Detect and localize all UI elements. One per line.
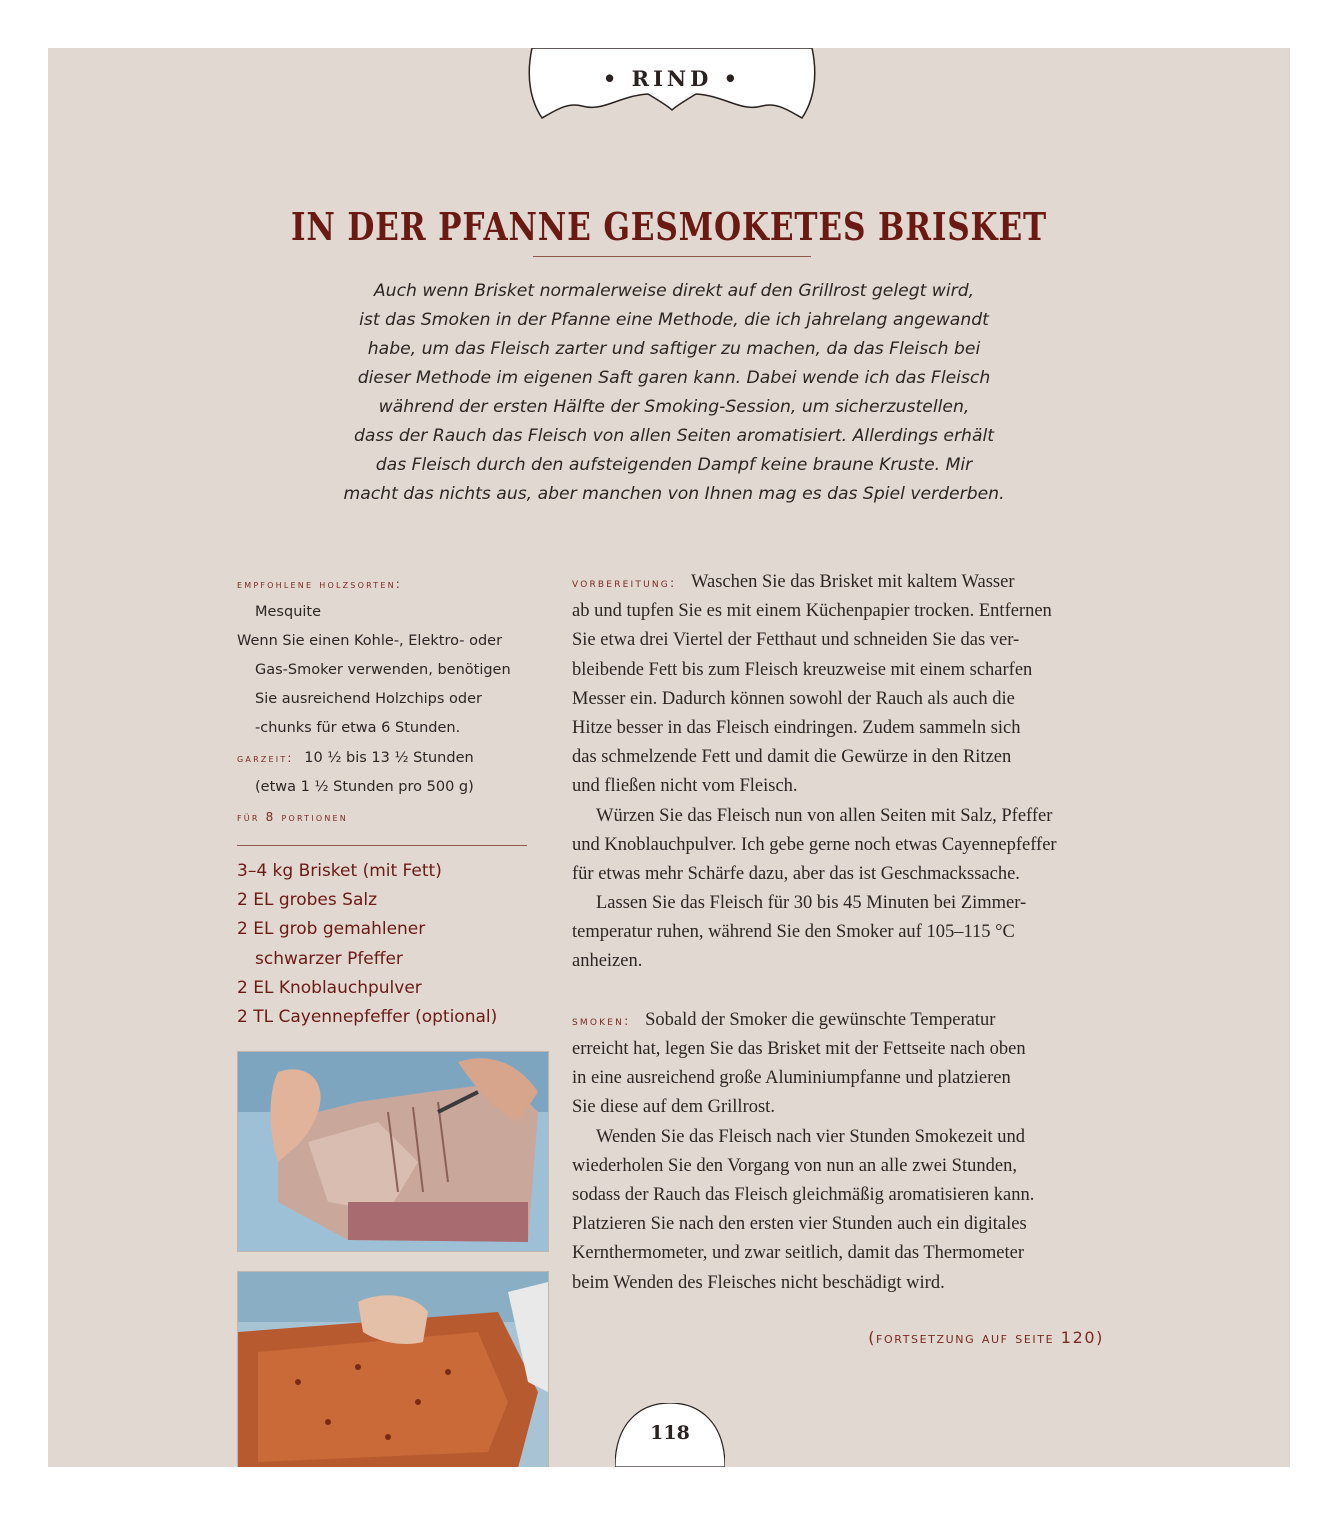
prep-line: Messer ein. Dadurch können sowohl der Rauch als auch die <box>572 688 1015 709</box>
prep-label: vorbereitung: <box>572 575 677 590</box>
prep-line: anheizen. <box>572 951 643 972</box>
smoke-line: beim Wenden des Fleisches nicht beschädigt wird. <box>572 1272 945 1293</box>
wood-line: Gas-Smoker verwenden, benötigen <box>255 662 511 678</box>
smoke-line: wiederholen Sie den Vorgang von nun an alle zwei Stunden, <box>572 1155 1017 1176</box>
book-page <box>48 48 1290 1467</box>
smoke-line: Platzieren Sie nach den ersten vier Stunden auch ein digitales <box>572 1214 1027 1235</box>
wood-line: -chunks für etwa 6 Stunden. <box>255 720 461 736</box>
intro-line: ist das Smoken in der Pfanne eine Methode, die ich jahrelang angewandt <box>359 310 989 330</box>
continuation-note: (fortsetzung auf seite 120) <box>868 1328 1104 1347</box>
spacer <box>572 977 1108 1006</box>
intro-line: dass der Rauch das Fleisch von allen Seiten aromatisiert. Allerdings erhält <box>354 426 994 446</box>
intro-line: habe, um das Fleisch zarter und saftiger zu machen, da das Fleisch bei <box>367 339 981 359</box>
intro-line: Auch wenn Brisket normalerweise direkt auf den Grillrost gelegt wird, <box>373 281 975 301</box>
ingredient-item: 2 EL grobes Salz <box>237 890 378 910</box>
prep-line: und Knoblauchpulver. Ich gebe gerne noch etwas Cayennepfeffer <box>572 834 1057 855</box>
smoke-line: Sie diese auf dem Grillrost. <box>572 1097 775 1118</box>
smoke-line: Wenden Sie das Fleisch nach vier Stunden Smokezeit und <box>596 1126 1026 1147</box>
instructions <box>572 568 1108 1298</box>
prep-line: Würzen Sie das Fleisch nun von allen Seiten mit Salz, Pfeffer <box>596 805 1053 826</box>
smoke-line: in eine ausreichend große Aluminiumpfanne und platzieren <box>572 1068 1011 1089</box>
prep-line: ab und tupfen Sie es mit einem Küchenpapier trocken. Entfernen <box>572 601 1052 622</box>
recipe-title: IN DER PFANNE GESMOKETES BRISKET <box>290 204 1048 249</box>
wood-line: Mesquite <box>255 604 322 620</box>
title-divider <box>533 256 811 257</box>
prep-line: Hitze besser in das Fleisch eindringen. Zudem sammeln sich <box>572 717 1021 738</box>
intro-line: während der ersten Hälfte der Smoking-Session, um sicherzustellen, <box>378 397 970 417</box>
section-label: • RIND • <box>602 66 742 91</box>
ingredient-item: 2 EL grob gemahlener <box>237 919 426 939</box>
prep-line: Sie etwa drei Viertel der Fetthaut und schneiden Sie das ver- <box>572 630 1020 651</box>
wood-label: empfohlene holzsorten: <box>237 577 403 591</box>
prep-line: bleibende Fett bis zum Fleisch kreuzweise mit einem scharfen <box>572 659 1033 680</box>
ingredient-item: 2 TL Cayennepfeffer (optional) <box>237 1007 498 1027</box>
time-value: 10 ½ bis 13 ½ Stunden <box>304 750 474 766</box>
smoke-label: smoken: <box>572 1012 631 1028</box>
cooking-time <box>237 750 474 766</box>
prep-line: und fließen nicht vom Fleisch. <box>572 776 798 797</box>
smoke-line: erreicht hat, legen Sie das Brisket mit der Fettseite nach oben <box>572 1039 1026 1059</box>
intro-line: dieser Methode im eigenen Saft garen kann. Dabei wende ich das Fleisch <box>357 368 991 388</box>
ingredient-item: schwarzer Pfeffer <box>255 949 403 969</box>
intro-paragraph <box>316 277 1032 509</box>
prep-line: Lassen Sie das Fleisch für 30 bis 45 Minuten bei Zimmer- <box>596 893 1027 914</box>
wood-line: Wenn Sie einen Kohle-, Elektro- oder <box>237 633 503 649</box>
photo-seasoning-brisket <box>237 1271 549 1467</box>
intro-line: das Fleisch durch den aufsteigenden Dampf keine braune Kruste. Mir <box>375 455 973 475</box>
smoke-first-line <box>572 1006 1108 1035</box>
prep-line: temperatur ruhen, während Sie den Smoker auf 105–115 °C <box>572 922 1015 943</box>
meta-divider <box>237 845 527 846</box>
photo-scoring-fat <box>237 1051 549 1252</box>
prep-line: Waschen Sie das Brisket mit kaltem Wasser <box>691 572 1015 592</box>
intro-line: macht das nichts aus, aber manchen von Ihnen mag es das Spiel verderben. <box>343 484 1005 504</box>
portions: für 8 portionen <box>237 810 348 824</box>
time-note: (etwa 1 ½ Stunden pro 500 g) <box>255 779 474 795</box>
prep-first-line <box>572 568 1108 597</box>
ingredient-item: 2 EL Knoblauchpulver <box>237 978 422 998</box>
time-label: garzeit: <box>237 751 294 765</box>
page-number: 118 <box>650 1422 690 1444</box>
smoke-line: sodass der Rauch das Fleisch gleichmäßig aromatisieren kann. <box>572 1184 1035 1205</box>
smoke-line: Sobald der Smoker die gewünschte Temperatur <box>645 1009 996 1030</box>
prep-line: das schmelzende Fett und damit die Gewürze in den Ritzen <box>572 747 1012 768</box>
prep-line: für etwas mehr Schärfe dazu, aber das ist Geschmackssache. <box>572 863 1020 884</box>
ingredient-item: 3–4 kg Brisket (mit Fett) <box>237 861 442 881</box>
smoke-line: Kernthermometer, und zwar seitlich, damit das Thermometer <box>572 1243 1025 1264</box>
wood-line: Sie ausreichend Holzchips oder <box>255 691 483 707</box>
